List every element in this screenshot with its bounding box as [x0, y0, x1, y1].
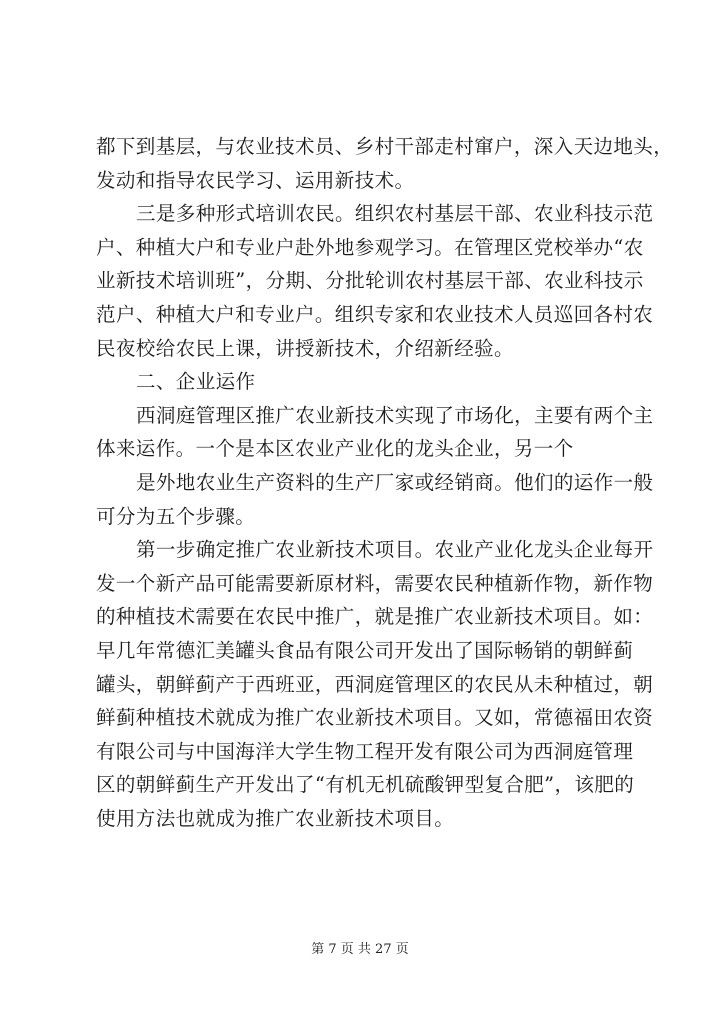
text-line: 有限公司与中国海洋大学生物工程开发有限公司为西洞庭管理 [96, 739, 634, 763]
text-line: 都下到基层，与农业技术员、乡村干部走村窜户，深入天边地头， [96, 135, 674, 158]
text-line: 早几年常德汇美罐头食品有限公司开发出了国际畅销的朝鲜蓟 [96, 638, 634, 662]
text-line: 发动和指导农民学习、运用新技术。 [96, 168, 415, 192]
paragraph-start-line: 三是多种形式培训农民。组织农村基层干部、农业科技示范 [136, 202, 654, 226]
section-heading: 二、企业运作 [136, 370, 256, 394]
text-line: 可分为五个步骤。 [96, 504, 256, 528]
text-line: 的种植技术需要在农民中推广，就是推广农业新技术项目。如： [96, 605, 654, 629]
text-line: 鲜蓟种植技术就成为推广农业新技术项目。又如，常德福田农资 [96, 706, 654, 730]
paragraph-start-line: 第一步确定推广农业新技术项目。农业产业化龙头企业每开 [136, 538, 654, 562]
text-line: 业新技术培训班”，分期、分批轮训农村基层干部、农业科技示 [96, 269, 644, 293]
text-line: 使用方法也就成为推广农业新技术项目。 [96, 806, 455, 830]
text-line: 户、种植大户和专业户赴外地参观学习。在管理区党校举办“农 [96, 235, 644, 259]
text-line: 罐头，朝鲜蓟产于西班亚，西洞庭管理区的农民从未种植过，朝 [96, 672, 654, 696]
page-footer: 第 7 页 共 27 页 [311, 942, 409, 957]
text-line: 民夜校给农民上课，讲授新技术，介绍新经验。 [96, 336, 514, 360]
paragraph-start-line: 是外地农业生产资料的生产厂家或经销商。他们的运作一般 [136, 470, 654, 494]
text-line: 区的朝鲜蓟生产开发出了“有机无机硫酸钾型复合肥”，该肥的 [96, 773, 635, 797]
text-line: 体来运作。一个是本区农业产业化的龙头企业，另一个 [96, 437, 574, 461]
text-line: 范户、种植大户和专业户。组织专家和农业技术人员巡回各村农 [96, 302, 654, 326]
body-text [96, 130, 674, 835]
text-line: 发一个新产品可能需要新原材料，需要农民种植新作物，新作物 [96, 571, 654, 595]
paragraph-start-line: 西洞庭管理区推广农业新技术实现了市场化，主要有两个主 [136, 403, 654, 427]
